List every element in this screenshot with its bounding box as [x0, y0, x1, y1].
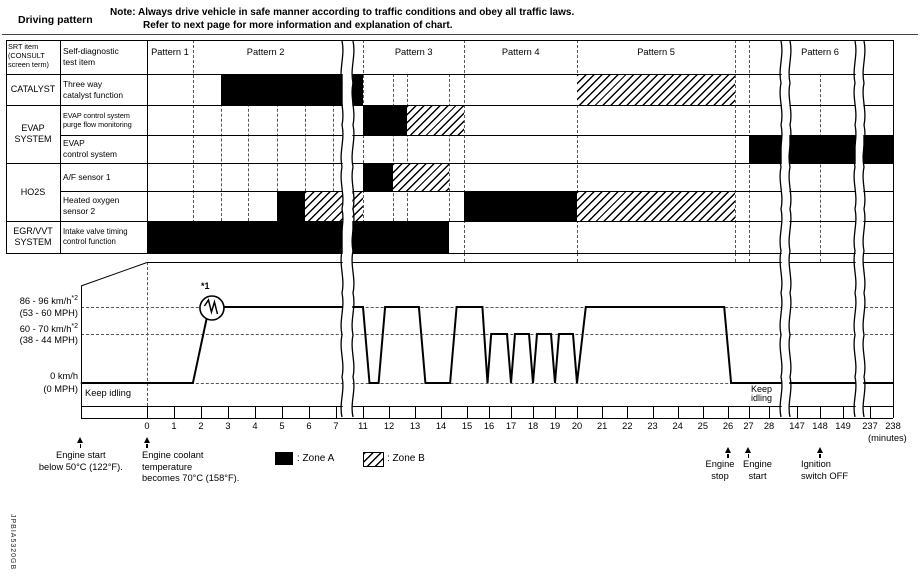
axis-tick — [174, 406, 175, 418]
test-item-label: control function — [63, 237, 116, 246]
test-item-label: A/F sensor 1 — [63, 171, 111, 182]
axis-tick — [282, 406, 283, 418]
note-line-1: Always drive vehicle in safe manner according to traffic conditions and obey all traffic laws. — [138, 7, 575, 18]
axis-tick — [653, 406, 654, 418]
axis-tick-label: 26 — [722, 420, 734, 431]
event-arrow-icon — [725, 447, 731, 453]
test-item-label: catalyst function — [63, 89, 124, 100]
event-caption-line: Engine coolant — [142, 450, 204, 460]
srt-header-line1: SRT item — [8, 42, 39, 51]
axis-tick — [843, 406, 844, 418]
keep-idling-right-line1: Keep — [751, 383, 773, 394]
event-caption — [698, 459, 818, 482]
axis-tick — [797, 406, 798, 418]
speed-guide-dashed-line — [81, 383, 893, 384]
axis-tick-label: 0 — [144, 420, 150, 431]
event-caption-line: stop — [711, 470, 729, 481]
note-line-2: Refer to next page for more information and explanation of chart. — [143, 19, 453, 31]
test-item-cell — [63, 191, 146, 221]
zone-b-label: : Zone B — [387, 453, 425, 464]
axis-tick-label: 148 — [812, 420, 828, 431]
event-arrow-stem — [727, 454, 728, 459]
speed-label-zero-km: 0 km/h — [50, 370, 78, 381]
item-header-line1: Self-diagnostic — [63, 46, 119, 56]
pattern-label: Pattern 6 — [801, 47, 839, 57]
event-caption-line: becomes 70°C (158°F). — [142, 473, 240, 483]
boundary-stub-gridline — [749, 253, 750, 262]
minor-gridline — [407, 74, 408, 221]
pattern-label: Pattern 5 — [637, 47, 675, 57]
srt-item-label: EGR/VVT — [13, 226, 53, 236]
test-item-cell — [63, 74, 146, 105]
zone-b-bar — [577, 75, 735, 105]
event-caption-line: temperature — [142, 461, 193, 472]
table-column-line — [60, 40, 61, 253]
axis-tick-label: 11 — [358, 420, 368, 431]
axis-tick — [336, 406, 337, 418]
axis-tick — [533, 406, 534, 418]
axis-tick — [703, 406, 704, 418]
axis-tick-label: 4 — [252, 420, 258, 431]
zone-a-bar — [464, 192, 577, 221]
event-caption — [21, 450, 141, 473]
zone-a-bar — [277, 192, 305, 221]
axis-tick — [820, 406, 821, 418]
test-item-label: EVAP control system — [63, 110, 130, 120]
zone-b-bar — [393, 164, 449, 191]
axis-tick — [363, 406, 364, 418]
axis-tick — [749, 406, 750, 418]
axis-tick — [511, 406, 512, 418]
event-arrow-icon — [817, 447, 823, 453]
axis-tick-label: 3 — [225, 420, 231, 431]
ruler-bottom-line — [81, 418, 893, 419]
srt-item-cell — [6, 163, 60, 221]
zone-a-bar — [363, 106, 407, 135]
footnote-2-marker: *2 — [71, 322, 78, 330]
event-caption — [142, 450, 239, 485]
event-arrow-icon — [77, 437, 83, 443]
axis-tick-label: 5 — [279, 420, 285, 431]
test-item-label: sensor 2 — [63, 206, 96, 216]
axis-tick-label: 13 — [409, 420, 421, 431]
pattern-label: Pattern 3 — [394, 47, 433, 57]
axis-tick — [602, 406, 603, 418]
axis-tick — [577, 406, 578, 418]
axis-tick — [441, 406, 442, 418]
srt-item-cell — [6, 74, 60, 105]
zone-b-bar — [407, 106, 464, 135]
graph-left-border — [81, 286, 82, 418]
axis-tick-label: 22 — [622, 420, 633, 431]
speed-mid-kmh: 60 - 70 km/h — [19, 323, 72, 334]
zone-a-label: : Zone A — [297, 453, 335, 464]
table-row-line — [60, 191, 893, 192]
ruler-top-line — [81, 406, 893, 407]
test-item-label: Three way — [63, 78, 103, 89]
event-arrow-stem — [819, 454, 820, 459]
axis-tick — [728, 406, 729, 418]
minor-gridline — [449, 74, 450, 221]
srt-item-label: EVAP — [21, 123, 45, 133]
figure-id-watermark: JPBIA5320GB — [9, 514, 16, 571]
event-caption-line: Engine — [743, 459, 772, 469]
event-arrow-stem — [80, 444, 81, 449]
table-top-border — [6, 40, 893, 41]
boundary-stub-gridline — [577, 253, 578, 262]
graph-top-border — [147, 262, 893, 263]
event-caption-line: switch OFF — [801, 470, 849, 481]
zone-a-bar — [749, 136, 894, 163]
axis-tick-label: 1 — [171, 420, 177, 431]
keep-idling-left: Keep idling — [85, 388, 132, 398]
pattern-label: Pattern 1 — [151, 47, 189, 57]
zone-a-bar — [147, 222, 449, 253]
zone-b-bar — [305, 192, 363, 221]
srt-item-label: HO2S — [20, 186, 46, 197]
test-item-label: Heated oxygen — [63, 195, 120, 206]
speed-label-high-mph: (53 - 60 MPH) — [19, 307, 78, 318]
axis-tick-label: 16 — [483, 420, 495, 431]
axis-tick — [147, 406, 148, 418]
axis-tick — [893, 406, 894, 418]
axis-tick-label: 237 — [862, 420, 878, 431]
axis-tick-label: 28 — [763, 420, 775, 431]
test-item-cell — [63, 163, 146, 191]
chart-right-border — [893, 40, 894, 418]
axis-tick-label: 25 — [697, 420, 708, 431]
item-header-line2: test item — [63, 57, 96, 67]
event-caption-line: Engine — [705, 459, 735, 469]
minor-gridline — [393, 74, 394, 221]
event-arrow-stem — [146, 444, 147, 449]
srt-item-cell — [6, 105, 60, 163]
axis-tick-label: 23 — [647, 420, 658, 431]
srt-item-label: CATALYST — [10, 84, 56, 94]
speed-label-mid-mph: (38 - 44 MPH) — [19, 335, 78, 345]
note-label: Note: — [110, 7, 136, 18]
boundary-stub-gridline — [820, 253, 821, 262]
footnote-1-marker: *1 — [201, 281, 210, 291]
axis-tick-label: 19 — [549, 420, 561, 431]
srt-header-line2: (CONSULT — [8, 51, 45, 60]
event-caption-line: Engine start — [56, 450, 106, 460]
speed-high-kmh: 86 - 96 km/h — [19, 296, 72, 307]
axis-tick — [309, 406, 310, 418]
axis-tick-label: 147 — [789, 420, 805, 431]
axis-tick — [415, 406, 416, 418]
axis-tick-label: 20 — [571, 420, 583, 431]
axis-tick-label: 2 — [198, 420, 204, 431]
srt-item-label: SYSTEM — [14, 134, 52, 144]
axis-tick — [201, 406, 202, 418]
test-item-label: EVAP — [63, 138, 85, 149]
speed-guide-dashed-line — [81, 307, 893, 308]
axis-tick-label: 18 — [527, 420, 539, 431]
test-item-cell — [63, 135, 146, 163]
event-caption-line: below 50°C (122°F). — [38, 461, 123, 472]
srt-item-cell — [6, 221, 60, 253]
pattern-label: Pattern 4 — [501, 47, 540, 57]
axis-tick-label: 12 — [383, 420, 395, 431]
axis-tick-label: 27 — [743, 420, 754, 431]
axis-tick-label: 6 — [306, 420, 312, 431]
axis-tick-label: 17 — [505, 420, 517, 431]
axis-tick-label: 21 — [596, 420, 608, 431]
table-column-line — [147, 40, 148, 253]
event-caption — [801, 459, 848, 482]
axis-tick-label: 238 — [885, 420, 901, 431]
event-arrow-icon — [745, 447, 751, 453]
axis-tick — [228, 406, 229, 418]
event-caption-line: Ignition — [801, 459, 831, 469]
axis-tick — [555, 406, 556, 418]
boundary-stub-gridline — [735, 253, 736, 262]
table-bottom-border — [6, 253, 893, 254]
axis-tick-label: 15 — [461, 420, 473, 431]
axis-tick — [678, 406, 679, 418]
table-row-line — [60, 135, 893, 136]
test-item-label: control system — [63, 149, 117, 159]
axis-tick — [389, 406, 390, 418]
pattern-label: Pattern 2 — [246, 47, 285, 57]
axis-tick-label: 149 — [835, 420, 851, 431]
speed-guide-dashed-line — [81, 334, 893, 335]
speed-label-zero-mph: (0 MPH) — [43, 383, 78, 394]
zone-a-bar — [221, 75, 363, 105]
test-item-cell — [63, 105, 146, 135]
axis-tick — [870, 406, 871, 418]
axis-unit-label: (minutes) — [868, 433, 907, 443]
axis-tick — [769, 406, 770, 418]
axis-tick — [489, 406, 490, 418]
axis-tick-label: 24 — [672, 420, 683, 431]
event-caption-line: start — [748, 470, 767, 481]
test-item-label: purge flow monitoring — [63, 120, 132, 129]
zone-a-bar — [363, 164, 393, 191]
zone-b-bar — [577, 192, 735, 221]
boundary-stub-gridline — [464, 253, 465, 262]
srt-header-line3: screen term) — [8, 60, 49, 69]
axis-tick — [255, 406, 256, 418]
test-item-label: Intake valve timing — [63, 227, 128, 236]
page-title: Driving pattern — [18, 14, 93, 26]
keep-idling-right-line2: idling — [751, 393, 773, 403]
axis-tick — [627, 406, 628, 418]
event-arrow-icon — [144, 437, 150, 443]
footnote-2-marker: *2 — [71, 295, 78, 302]
test-item-cell — [63, 221, 146, 253]
srt-item-label: SYSTEM — [14, 237, 52, 247]
axis-tick — [467, 406, 468, 418]
event-arrow-stem — [748, 454, 749, 459]
axis-tick-label: 7 — [333, 420, 339, 431]
axis-tick-label: 14 — [435, 420, 447, 431]
